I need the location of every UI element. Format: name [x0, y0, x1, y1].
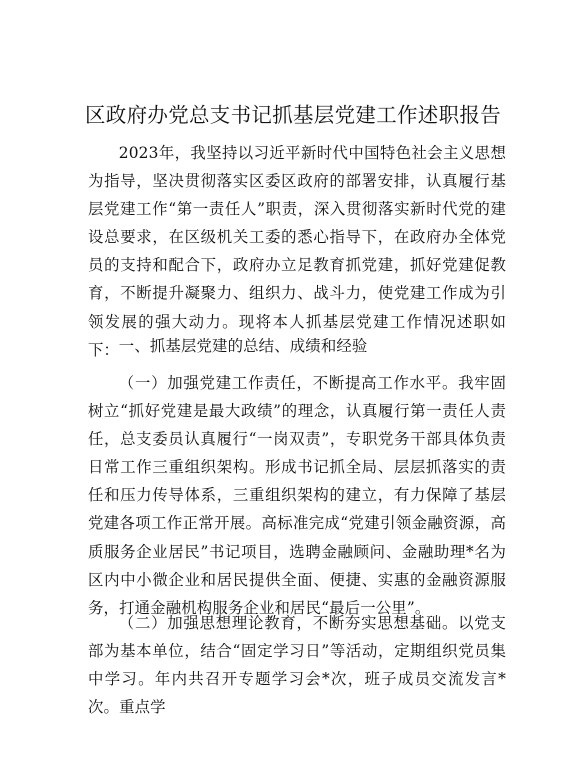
body-paragraph: （二）加强思想理论教育，不断夯实思想基础。以党支部为基本单位，结合“固定学习日”等活动，定期组织党员集中学习。年内共召开专题学习会*次，班子成员交流发言*次。重点学 — [88, 614, 506, 717]
document-title: 区政府办党总支书记抓基层党建工作述职报告 — [85, 103, 501, 127]
section-heading: 一、抓基层党建的总结、成绩和经验 — [118, 337, 368, 355]
intro-paragraph: 2023年，我坚持以习近平新时代中国特色社会主义思想为指导，坚决贯彻落实区委区政府的部署安排，认真履行基层党建工作“第一责任人”职责，深入贯彻落实新时代党的建设总要求，在区级机关工委的悉心指导下，在政府办全体党员的支持和配合下，政府办立足教育抓党建，抓好党建促教育，不断提升凝聚力、组织力、战斗力，使党建工作成为引领发展的强大动力。现将本人抓基层党建工作情况述职如下： — [88, 144, 506, 359]
body-paragraph: （一）加强党建工作责任，不断提高工作水平。我牢固树立“抓好党建是最大政绩”的理念，认真履行第一责任人责任，总支委员认真履行“一岗双责”，专职党务干部具体负责日常工作三重组织架构。形成书记抓全局、层层抓落实的责任和压力传导体系，三重组织架构的建立，有力保障了基层党建各项工作正常开展。高标准完成“党建引领金融资源，高质服务企业居民”书记项目，选聘金融顾问、金融助理*名为区内中小微企业和居民提供全面、便捷、实惠的金融资源服务，打通金融机构服务企业和居民“最后一公里”。 — [88, 374, 506, 617]
